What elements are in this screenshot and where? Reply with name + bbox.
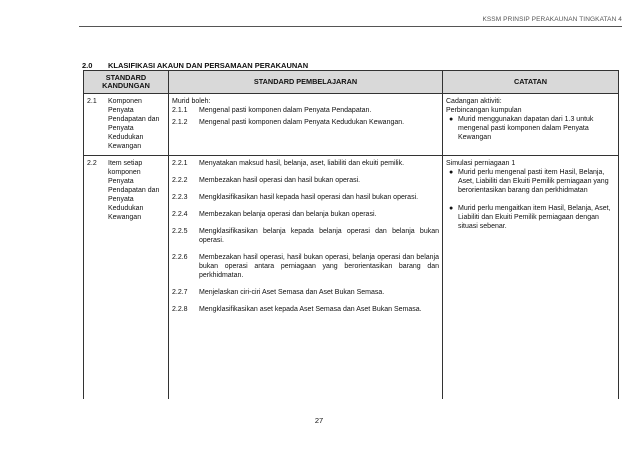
item-code: 2.2.1 [172, 160, 188, 167]
learning-item [172, 193, 439, 202]
header-rule [79, 26, 622, 27]
learning-item [172, 118, 439, 127]
item-code: 2.2.2 [172, 177, 188, 184]
standard-number: 2.2 [87, 160, 97, 167]
learning-item [172, 288, 439, 297]
learning-item [172, 176, 439, 185]
running-header: KSSM PRINSIP PERAKAUNAN TINGKATAN 4 [482, 16, 622, 23]
col-header-notes: CATATAN [443, 71, 619, 94]
learning-intro: Murid boleh: [172, 98, 211, 105]
item-code: 2.2.3 [172, 194, 188, 201]
item-code: 2.2.6 [172, 254, 188, 261]
section-heading [82, 61, 308, 70]
content-standard-cell [84, 156, 169, 400]
learning-item [172, 305, 439, 314]
spacer [446, 195, 615, 204]
bullet-icon: ● [449, 116, 454, 123]
bullet-text: Murid perlu mengaitkan item Hasil, Belanja, Aset, Liabiliti dan Ekuiti Pemilik perniagaan dengan situasi sebenar. [458, 205, 611, 230]
standard-text: Item setiap komponen Penyata Pendapatan dan Penyata Kedudukan Kewangan [108, 160, 160, 221]
item-text: Membezakan belanja operasi dan belanja bukan operasi. [199, 211, 377, 218]
notes-line: Cadangan aktiviti: [446, 98, 502, 105]
learning-item [172, 227, 439, 245]
learning-item [172, 253, 439, 280]
item-code: 2.2.5 [172, 228, 188, 235]
bullet-icon: ● [449, 205, 454, 212]
notes-bullet [446, 168, 615, 195]
notes-cell [443, 156, 619, 400]
section-title: KLASIFIKASI AKAUN DAN PERSAMAAN PERAKAUNAN [108, 61, 309, 70]
bullet-text: Murid menggunakan dapatan dari 1.3 untuk mengenal pasti komponen dalam Penyata Kewangan [458, 116, 594, 141]
item-text: Mengenal pasti komponen dalam Penyata Kedudukan Kewangan. [199, 119, 405, 126]
bullet-icon: ● [449, 169, 454, 176]
item-text: Mengklasifikasikan hasil kepada hasil operasi dan hasil bukan operasi. [199, 194, 419, 201]
item-text: Mengklasifikasikan belanja kepada belanja operasi dan belanja bukan operasi. [199, 228, 439, 244]
item-text: Mengenal pasti komponen dalam Penyata Pendapatan. [199, 107, 372, 114]
col-header-learning-standard: STANDARD PEMBELAJARAN [169, 71, 443, 94]
standard-number: 2.1 [87, 98, 97, 105]
item-text: Membezakan hasil operasi dan hasil bukan operasi. [199, 177, 361, 184]
table-header-row [84, 71, 619, 94]
item-code: 2.2.4 [172, 211, 188, 218]
item-text: Menjelaskan ciri-ciri Aset Semasa dan Aset Bukan Semasa. [199, 289, 385, 296]
content-standard-cell [84, 94, 169, 156]
notes-bullet [446, 115, 615, 142]
learning-standard-cell [169, 156, 443, 400]
item-code: 2.2.8 [172, 306, 188, 313]
bullet-text: Murid perlu mengenal pasti item Hasil, Belanja, Aset, Liabiliti dan Ekuiti Pemilik perniagaan yang berorientasikan barang dan perkhidmatan [458, 169, 609, 194]
learning-item [172, 159, 439, 168]
item-text: Menyatakan maksud hasil, belanja, aset, liabiliti dan ekuiti pemilik. [199, 160, 405, 167]
col-header-content-standard: STANDARD KANDUNGAN [84, 71, 169, 94]
section-number: 2.0 [82, 61, 93, 70]
page-number: 27 [314, 416, 324, 425]
learning-item [172, 210, 439, 219]
standard-text: Komponen Penyata Pendapatan dan Penyata Kedudukan Kewangan [108, 98, 160, 150]
item-code: 2.2.7 [172, 289, 188, 296]
notes-line: Perbincangan kumpulan [446, 107, 522, 114]
curriculum-table [83, 70, 619, 399]
item-text: Membezakan hasil operasi, hasil bukan operasi, belanja operasi dan belanja bukan operasi antara perniagaan yang berorientasikan barang dan perkhidmatan. [199, 254, 439, 279]
item-code: 2.1.1 [172, 107, 188, 114]
notes-line: Simulasi perniagaan 1 [446, 160, 516, 167]
table-row [84, 94, 619, 156]
item-code: 2.1.2 [172, 119, 188, 126]
learning-standard-cell [169, 94, 443, 156]
item-text: Mengklasifikasikan aset kepada Aset Semasa dan Aset Bukan Semasa. [199, 306, 422, 313]
notes-bullet [446, 204, 615, 231]
learning-item [172, 106, 439, 115]
table-row [84, 156, 619, 400]
notes-cell [443, 94, 619, 156]
